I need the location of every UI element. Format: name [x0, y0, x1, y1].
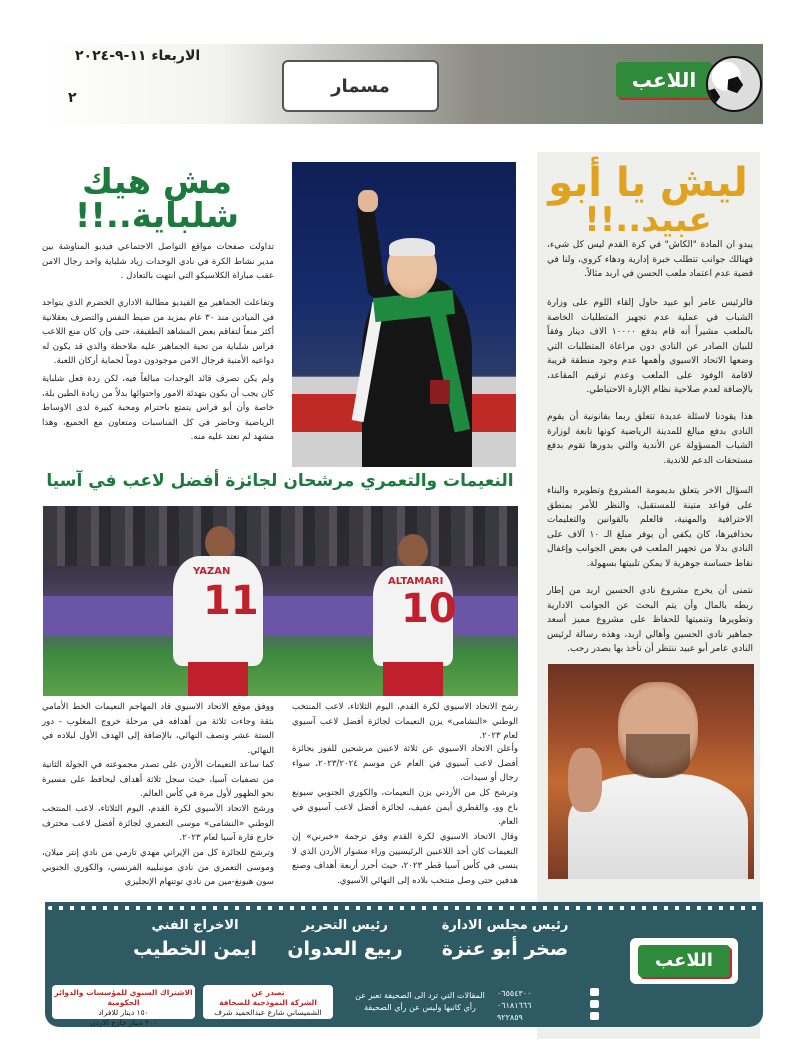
article1-title-line2: شلباية..!! — [74, 196, 240, 236]
article2-paragraph: كما ساعد النعيمات الأردن على تصدر مجموعته في الجولة الثانية من تصفيات آسيا، حيث سجل ثلاثة أهداف ليحافظ على مسيرة نحو الظهور لأول مرة في كأس العالم. — [42, 760, 274, 799]
board-role: رئيس مجلس الادارة — [441, 918, 569, 933]
opinion-paragraph: يبدو ان المادة "الكاش" في كرة القدم ليس كل شيء، فهنالك جوانب تتطلب خبرة إدارية ودهاء كروي، ولنا في قضية عدم اعتماد ملعب الحسن في اربد مثالاً. — [547, 240, 753, 279]
editor-role: رئيس التحرير — [302, 918, 388, 933]
po-box: ٩٢٢٨٥٩ — [497, 1013, 523, 1022]
opinion-paragraph: فالرئيس عامر أبو عبيد حاول إلقاء اللوم على وزارة الشباب في عملية عدم تجهيز المتطلبات الخاصة بالملعب مشيراً أنه قام بدفع ١٠٠٠٠ الاف دينار وفقاً للبيان الصادر عن النادي دون مراعاة المتطلبات التي وضعها الاتحاد الاسيوي وأهمها عدم وجود منطقة قريبة لاقامة الوفود على الملعب وعدم ترقيم المقاعد، بالإضافة لعدم صلاحية نظام الإنارة الاحتياطي. — [547, 298, 753, 395]
article1-paragraph: تداولت صفحات مواقع التواصل الاجتماعي فيديو المناوشة بين مدير نشاط الكرة في نادي الوحدات زياد شلباية واحد رجال الامن عقب مباراة الكلاسيكو التي انتهت بالتعادل . — [42, 242, 274, 281]
article1-paragraph: وتفاعلت الجماهير مع الفيديو مطالبة الاداري الخضرم الذي يتواجد في الميادين منذ ٣٠ عام بمزيد من ضبط النفس والتصرف بعقلانية أكثر منعاً لتفاقم بعض المشاهد الطفيفة، حتى وإن كان منع اللاعب فراس شلباية من تحية الجماهير عليه ملاحظة والذي قد يكون له دواعيه الأمنية فرجال الامن موجودون دوماً لحماية أركان اللعبة. — [42, 298, 274, 366]
logo-wordmark: اللاعب — [616, 62, 712, 98]
article2-paragraph: ووفق موقع الاتحاد الاسيوي قاد المهاجم النعيمات الخط الأمامي بثقة وجاءت ثلاثة من أهدافه في مرحلة خروج المغلوب - دور الستة عشر ونصف النهائي، بالإضافة إلى الهدف الأول لبلاده في النهائي. — [42, 702, 274, 756]
section-title: مسمار — [282, 60, 439, 112]
article2-paragraph: وقال الاتحاد الاسيوي لكرة القدم وفق ترجمة «خبرني» إن النعيمات كان أحد اللاعبين الرئيسيين وراء مشوار الأردن الذي لا ينسى في كأس آسيا قطر ٢٠٢٣، حيث أحرز أربعة أهداف وصنع هدفين حتى وصل منتخب بلاده إلى النهائي الآسيوي. — [292, 832, 518, 886]
fax-number: ٠٦١٨١٦٦٦ — [497, 1001, 532, 1010]
opinion-title-line1: ليش يا أبو — [548, 160, 748, 206]
issue-date: الاربعاء ١١-٩-٢٠٢٤ — [75, 48, 201, 64]
fax-icon — [590, 1000, 599, 1008]
football-icon — [706, 56, 762, 112]
article2-paragraph: وترشح كل من الأردني يزن النعيمات، والكوري الجنوبي سيونغ باخ وو، والقطري أيمن عفيف، لجائزة أفضل لاعب آسيوي في العام. — [292, 788, 518, 827]
opinion-title-line2: عبيد..!! — [584, 200, 712, 240]
art-name: ايمن الخطيب — [133, 938, 257, 960]
page-number: ٢ — [68, 90, 77, 106]
article2-paragraph: ورشح الاتحاد الآسيوي لكرة القدم، اليوم الثلاثاء، لاعب المنتخب الوطني «النشامى» موسى التعمري لجائزة أفضل لاعب محترف خارج قارة آسيا لعام ٢٠٢٣. — [42, 804, 274, 843]
article2-paragraph: وأعلن الاتحاد الاسيوي عن ثلاثة لاعبين مرشحين للفوز بجائزة أفضل لاعب آسيوي في العام عن موسم ٢٠٢٣/٢٠٢٤، سواء رجال أو سيدات. — [292, 744, 519, 783]
article1-title-line1: مش هيك — [81, 162, 233, 202]
publisher-address: الشميساني شارع عبدالحميد شرف — [214, 1008, 322, 1017]
jersey-number: 10 — [401, 586, 457, 632]
jersey-name: ALTAMARI — [388, 576, 444, 587]
board-name: صخر أبو عنزة — [441, 938, 569, 960]
article1-photo — [292, 162, 516, 467]
disclaimer: المقالات التي ترد الى الصحيفة تعبر عن رأي كاتبها وليس عن رأي الصحيفة — [355, 991, 485, 1012]
subscription-abroad: ٢٠٠ دينار خارج الاردن — [89, 1018, 158, 1027]
article2-headline: النعيمات والتعمري مرشحان لجائزة أفضل لاعب في آسيا — [46, 471, 514, 491]
subscription-label: الاشتراك السنوي للمؤسسات والدوائر الحكومية — [54, 988, 193, 1007]
article2-paragraph: وترشح للجائزة كل من الإيراني مهدي تارمي من نادي إنتر ميلان، وموسى التعمري من نادي مونبلييه الفرنسي، والكوري الجنوبي سون هيونغ-مين من نادي توتنهام الإنجليزي — [42, 848, 274, 887]
article2-photo — [43, 506, 518, 696]
publisher-box — [203, 985, 333, 1019]
phone-number: ٠٦٥٥٤٣٠٠ — [497, 989, 532, 998]
opinion-paragraph: هذا يقودنا لاسئلة عديدة تتعلق ربما بقانونية أن يقوم النادي بدفع مبالغ للمدينة الرياضية كونها تابعة لوزارة الشباب المسؤولة عن الأندية والتي بدورها تقوم بدفع مستحقات الدعم للاندية. — [547, 412, 753, 466]
phone-icon — [590, 988, 599, 996]
footer-dotted-rule — [48, 906, 760, 910]
mail-icon — [590, 1012, 599, 1020]
article1-paragraph: ولم يكن تصرف قائد الوحدات مبالغاً فيه، لكن ردة فعل شلباية كان يجب أن يكون بتهدئة الامور واحتوائها بدلاً من زيادة الطين بلة، خاصة وأن أبو فراس يتمتع باحترام ومحبة كبيرة لدى الاوساط الرياضية وحاضر في كل المناسبات ومتعاون مع الجميع، وهذا مشهد لم نعتد عليه منه. — [42, 374, 274, 442]
jersey-name: YAZAN — [193, 566, 231, 577]
jersey-number: 11 — [203, 578, 259, 624]
masthead-logo — [616, 56, 762, 110]
editor-name: ربيع العدوان — [287, 938, 403, 960]
contact-block — [497, 988, 599, 1024]
publisher-name: الشركة النموذجية للصحافة — [219, 998, 317, 1007]
art-role: الاخراج الفني — [151, 918, 239, 933]
opinion-paragraph: السؤال الاخر يتعلق بديمومة المشروع وتطويره والبناء على قواعد متينة للمستقبل، والنظر للأمر بمنطق الاحترافية والمهنية، فالعلم بالقوانين والتعليمات بحذافيرها، كان يكفي أن يوفر مبلغ الـ ١٠ آلاف على النادي بدلا من تجهيز الملعب في بعض الجوانب وإغفال نقاط حساسة جوهرية لا يمكن تلبيتها بسهولة. — [547, 486, 753, 569]
subscription-box — [52, 985, 195, 1027]
author-photo — [548, 664, 754, 879]
footer-logo-wordmark: اللاعب — [638, 945, 730, 977]
opinion-paragraph: نتمنى أن يخرج مشروع نادي الحسين اربد من إطار ربطه بالمال وأن يتم البحث عن الجوانب الادارية وتطويرها وتنميتها للحفاظ على مشروع مميز أسعد جماهير نادي الحسين وأهالي اربد، وهذه رسالة لرئيس النادي عامر أبو عبيد ننتظر أن تأخذ بها بصدر رحب. — [547, 586, 753, 654]
publisher-label: تصدر عن — [251, 988, 285, 997]
subscription-local: ١٥٠ دينار للافراد — [98, 1008, 149, 1017]
article2-paragraph: رشح الاتحاد الاسيوي لكرة القدم، اليوم الثلاثاء، لاعب المنتخب الوطني «النشامى» يزن النعيمات لجائزة أفضل لاعب آسيوي لعام ٢٠٢٣. — [292, 702, 518, 741]
